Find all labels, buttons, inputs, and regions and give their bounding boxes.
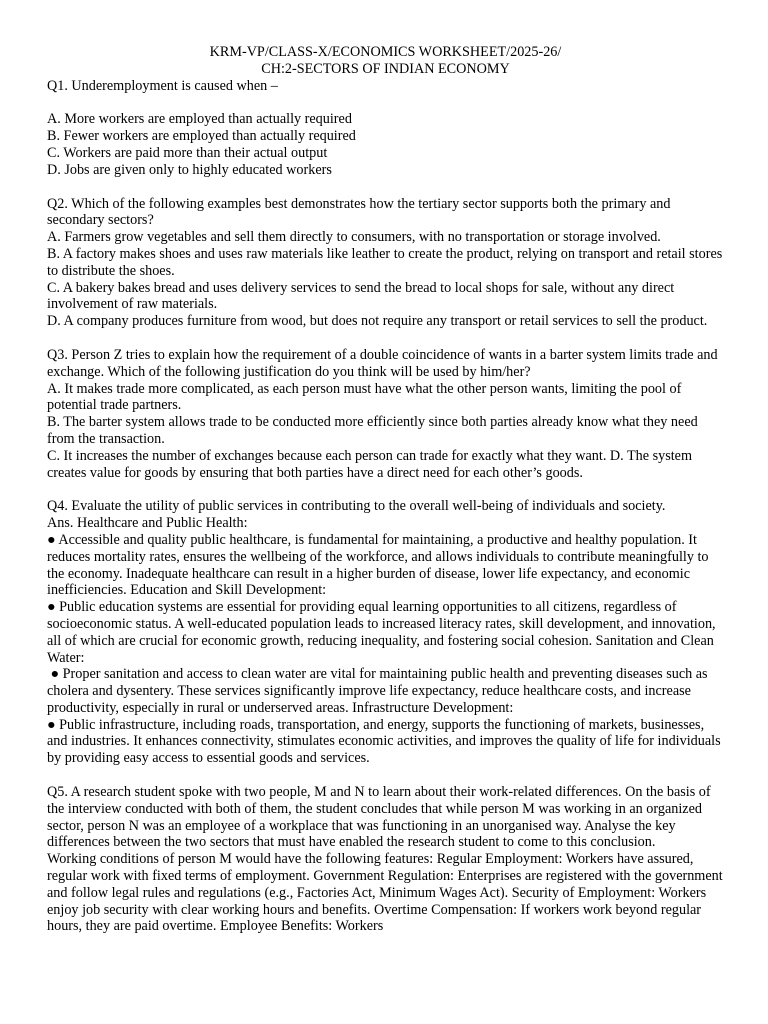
question-5-answer: Working conditions of person M would have the following features: Regular Employment: Workers have assured, regular work with fixed terms of employment. Government Regulation: Enterprises are registered with the government and follow legal rules and regulations (e.g., Factories Act, Minimum Wages Act). Security of Employment: Workers enjoy job security with clear working hours and benefits. Overtime Compensation: If workers work beyond regular hours, they are paid overtime. Employee Benefits: Workers [47, 851, 723, 935]
question-1-option-b: B. Fewer workers are employed than actually required [47, 128, 356, 145]
question-2-option-c: C. A bakery bakes bread and uses delivery services to send the bread to local shops for sale, without any direct involvement of raw materials. [47, 279, 675, 313]
question-3-text: Q3. Person Z tries to explain how the requirement of a double coincidence of wants in a barter system limits trade and exchange. Which of the following justification do you think will be used by him/her? [47, 346, 718, 380]
header-line-2: CH:2-SECTORS OF INDIAN ECONOMY [261, 60, 510, 77]
question-5 [47, 784, 724, 935]
header-line-1: KRM-VP/CLASS-X/ECONOMICS WORKSHEET/2025-26/ [209, 44, 562, 60]
question-3-option-a: A. It makes trade more complicated, as each person must have what the other person wants, limiting the pool of potential trade partners. [47, 380, 682, 414]
question-3-option-c: C. It increases the number of exchanges because each person can trade for exactly what they want. D. The system creates value for goods by ensuring that both parties have a direct need for each other’s goods. [47, 447, 693, 481]
question-2-option-a: A. Farmers grow vegetables and sell them directly to consumers, with no transportation or storage involved. [47, 229, 661, 246]
question-2-option-d: D. A company produces furniture from wood, but does not require any transport or retail services to sell the product. [47, 313, 708, 330]
question-4-bullet-education: ● Public education systems are essential for providing equal learning opportunities to all citizens, regardless of socioeconomic status. A well-educated population leads to increased literacy rates, skill development, and innovation, all of which are crucial for economic growth, reducing inequality, and fostering social cohesion. Sanitation and Clean Water: [47, 599, 716, 666]
question-3 [47, 347, 724, 481]
question-1-option-c: C. Workers are paid more than their actual output [47, 144, 328, 161]
question-4-bullet-sanitation: ● Proper sanitation and access to clean water are vital for maintaining public health and preventing diseases such as cholera and dysentery. These services significantly improve life expectancy, reduce healthcare costs, and increase productivity, especially in rural or underserved areas. Infrastructure Development: [47, 666, 712, 716]
question-2-option-b: B. A factory makes shoes and uses raw materials like leather to create the product, relying on transport and retail stores to distribute the shoes. [47, 245, 723, 279]
question-4-text: Q4. Evaluate the utility of public services in contributing to the overall well-being of individuals and society. [47, 498, 666, 515]
question-3-option-b: B. The barter system allows trade to be conducted more efficiently since both parties already know what they need from the transaction. [47, 414, 698, 447]
question-4 [47, 498, 724, 767]
question-4-answer-intro: Ans. Healthcare and Public Health: [47, 515, 248, 532]
question-2 [47, 196, 724, 330]
question-4-bullet-healthcare: ● Accessible and quality public healthcare, is fundamental for maintaining, a productive and healthy population. It reduces mortality rates, ensures the wellbeing of the workforce, and allows individuals to contribute meaningfully to the economy. Inadequate healthcare can result in a higher burden of disease, lower life expectancy, and economic inefficiencies. Education and Skill Development: [47, 531, 709, 599]
worksheet-header [47, 44, 724, 78]
question-5-text: Q5. A research student spoke with two people, M and N to learn about their work-related differences. On the basis of the interview conducted with both of them, the student concludes that while person M was working in an organized sector, person N was an employee of a workplace that was functioning in an unorganised way. Analyse the key differences between the two sectors that must have enabled the research student to come to this conclusion. [47, 784, 711, 851]
question-1-option-a: A. More workers are employed than actually required [47, 111, 352, 128]
question-1-text: Q1. Underemployment is caused when – [47, 77, 278, 94]
question-1-option-d: D. Jobs are given only to highly educated workers [47, 161, 332, 178]
question-1 [47, 78, 724, 179]
question-4-bullet-infrastructure: ● Public infrastructure, including roads, transportation, and energy, supports the functioning of markets, businesses, and industries. It enhances connectivity, stimulates economic activities, and improves the quality of life for individuals by providing easy access to essential goods and services. [47, 716, 721, 767]
question-2-text: Q2. Which of the following examples best demonstrates how the tertiary sector supports both the primary and secondary sectors? [47, 195, 671, 229]
